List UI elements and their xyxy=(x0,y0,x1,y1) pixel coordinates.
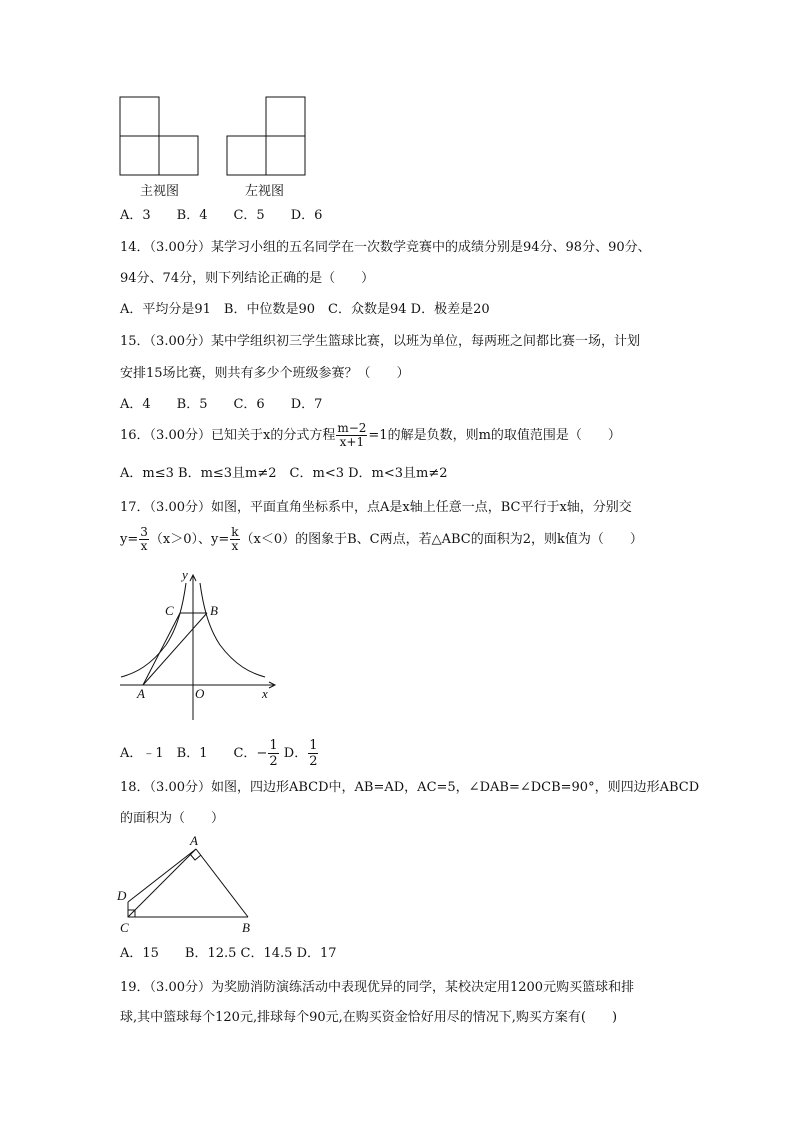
q17-opt-c-fraction xyxy=(268,738,278,769)
q14-options: A．平均分是91 B．中位数是90 C．众数是94 D．极差是20 xyxy=(120,302,490,317)
q17-y-eq-1: y= xyxy=(120,532,139,547)
q17-opt-d-fraction xyxy=(308,738,318,769)
q16-frac-numerator: m−2 xyxy=(337,421,367,435)
q16-stem xyxy=(120,422,621,449)
q18-label-d: D xyxy=(117,888,127,903)
q17-stem-line2 xyxy=(120,526,643,553)
q18-label-b: B xyxy=(242,920,250,935)
q13-options: A．3 B．4 C．5 D．6 xyxy=(120,208,323,223)
left-view-caption: 左视图 xyxy=(245,184,285,199)
q18-label-c: C xyxy=(120,920,129,935)
q17-opt-c-den: 2 xyxy=(269,754,278,769)
q17-opt-d-num: 1 xyxy=(309,738,318,753)
q18-label-a: A xyxy=(190,833,198,848)
q17-label-a: A xyxy=(137,686,145,701)
q17-opt-d-den: 2 xyxy=(309,754,318,769)
q17-label-o: O xyxy=(195,686,205,701)
q17-fraction-1 xyxy=(139,526,149,553)
q17-opt-c-num: 1 xyxy=(269,738,278,753)
q16-fraction xyxy=(336,422,367,449)
q17-opt-d-label: D． xyxy=(283,746,308,761)
q15-stem-line1: 15．（3.00分）某中学组织初三学生篮球比赛，以班为单位，每两班之间都比赛一场，计划 xyxy=(120,334,640,349)
q19-stem-line2: 球,其中篮球每个120元,排球每个90元,在购买资金恰好用尽的情况下,购买方案有( ) xyxy=(120,1010,618,1025)
q17-cond-1: （x＞0）、y= xyxy=(149,532,230,547)
q15-options: A．4 B．5 C．6 D．7 xyxy=(120,397,323,412)
q16-frac-denominator: x+1 xyxy=(339,435,365,449)
q17-graph-figure xyxy=(110,565,280,725)
q16-prefix: 16．（3.00分）已知关于x的分式方程 xyxy=(120,428,336,443)
q16-options: A．m≤3 B．m≤3且m≠2 C．m<3 D．m<3且m≠2 xyxy=(120,466,448,481)
q17-label-y: y xyxy=(182,567,188,582)
q18-quadrilateral-figure xyxy=(112,832,262,937)
q17-label-c: C xyxy=(165,603,174,618)
q17-options-ab: A．﹣1 B．1 C． xyxy=(120,746,257,761)
q17-label-x: x xyxy=(262,686,268,701)
q17-f1-num: 3 xyxy=(140,525,148,539)
q17-stem-line1: 17．（3.00分）如图，平面直角坐标系中，点A是x轴上任意一点，BC平行于x轴，分别交 xyxy=(120,500,632,515)
q14-stem-line1: 14．（3.00分）某学习小组的五名同学在一次数学竞赛中的成绩分别是94分、98分、90分、 xyxy=(120,240,651,255)
front-view-caption: 主视图 xyxy=(140,184,180,199)
q17-f1-den: x xyxy=(140,539,148,553)
left-view-figure xyxy=(225,95,309,177)
q19-stem-line1: 19．（3.00分）为奖励消防演练活动中表现优异的同学，某校决定用1200元购买篮球和排 xyxy=(120,980,635,995)
q18-stem-line1: 18．（3.00分）如图，四边形ABCD中，AB=AD，AC=5，∠DAB=∠DCB=90°，则四边形ABCD xyxy=(120,780,700,795)
q17-options xyxy=(120,738,319,769)
front-view-figure xyxy=(118,95,202,177)
q18-options: A．15 B．12.5 C．14.5 D．17 xyxy=(120,946,337,961)
q15-stem-line2: 安排15场比赛，则共有多少个班级参赛？（ ） xyxy=(120,366,410,381)
q17-opt-c-sign: − xyxy=(256,746,268,761)
q17-f2-den: x xyxy=(231,539,239,553)
q16-suffix: =1的解是负数，则m的取值范围是（ ） xyxy=(368,428,621,443)
q17-label-b: B xyxy=(210,603,218,618)
q18-stem-line2: 的面积为（ ） xyxy=(120,811,225,826)
q17-fraction-2 xyxy=(230,526,239,553)
q17-f2-num: k xyxy=(231,525,239,539)
q17-cond-2: （x＜0）的图象于B、C两点，若△ABC的面积为2，则k值为（ ） xyxy=(240,532,643,547)
q14-stem-line2: 94分、74分，则下列结论正确的是（ ） xyxy=(120,271,375,286)
